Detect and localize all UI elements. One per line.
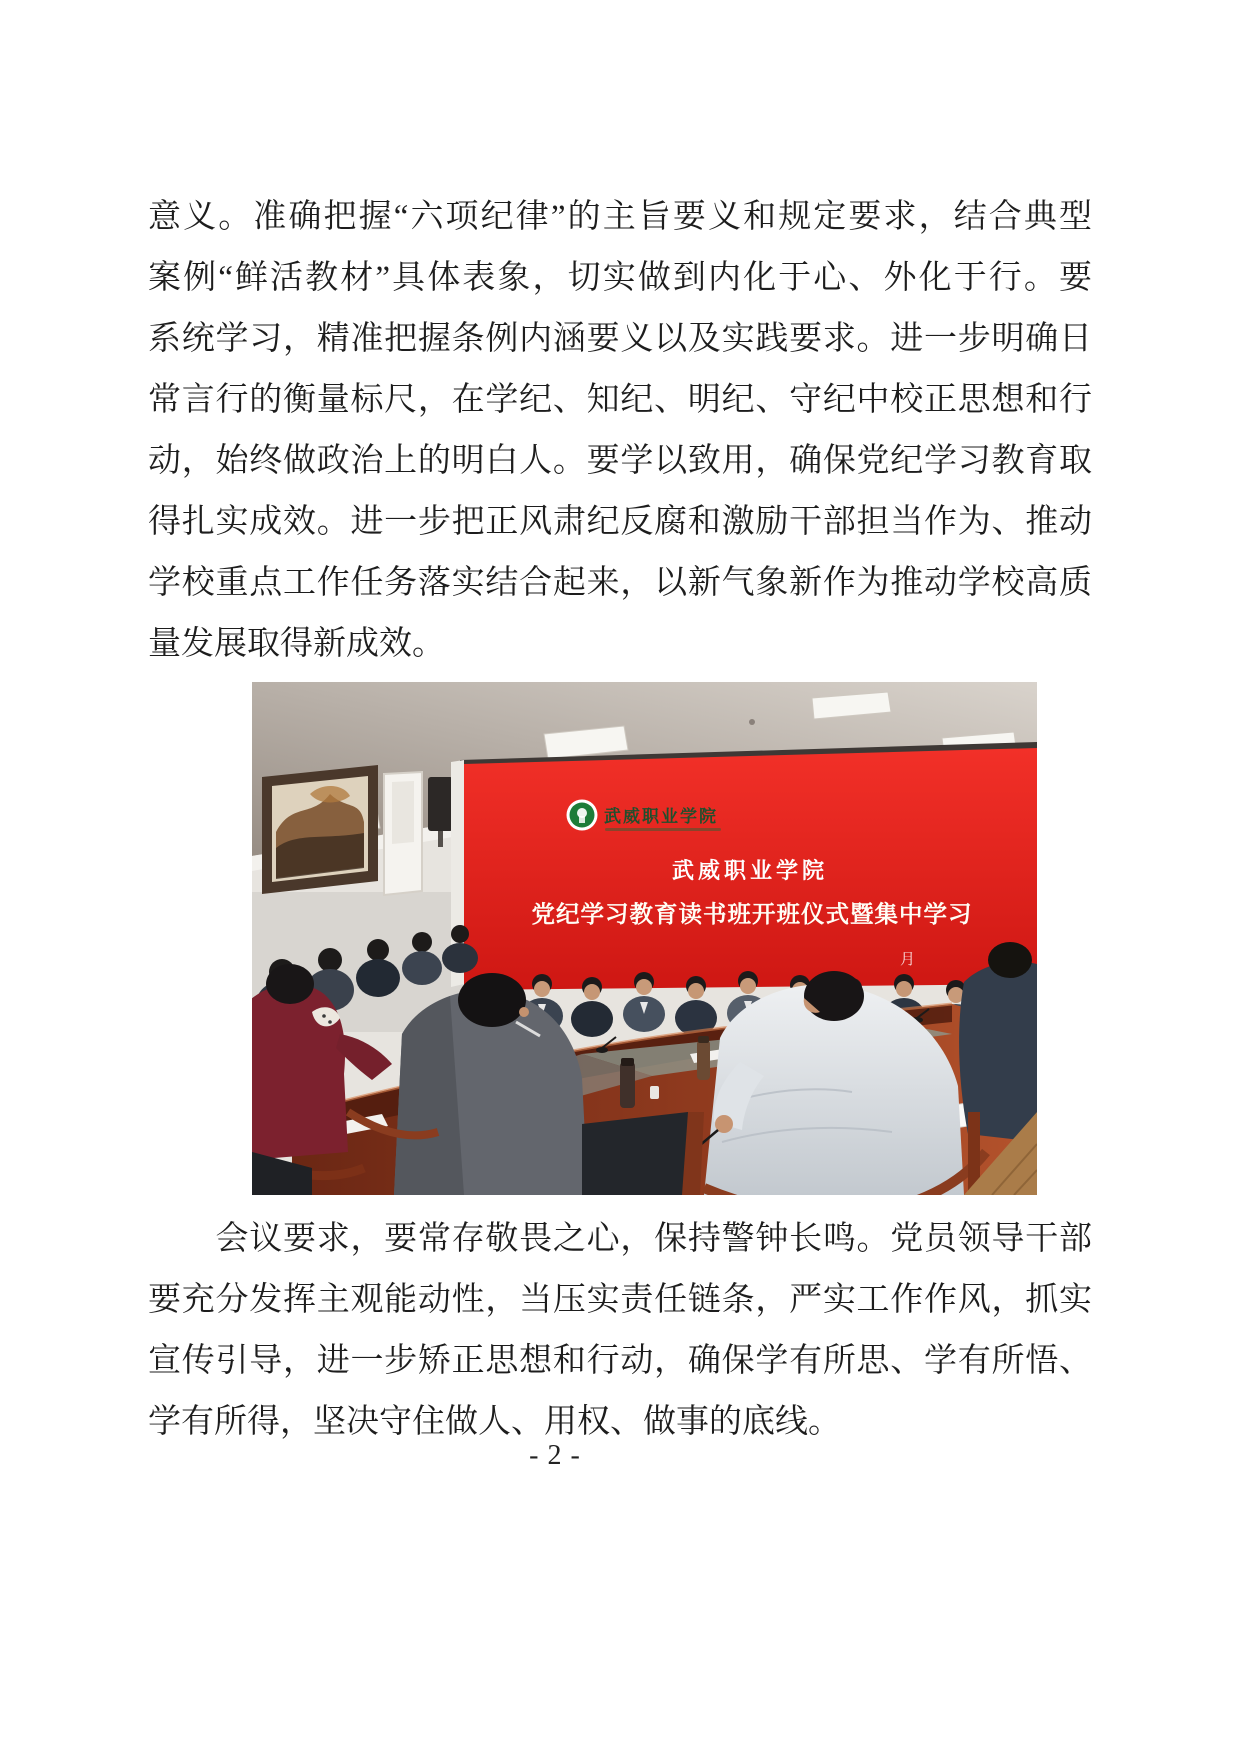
logo-subtext-blur (605, 828, 721, 831)
text-line: 要充分发挥主观能动性，当压实责任链条，严实工作作风，抓实 (148, 1282, 1092, 1318)
text-line: 常言行的衡量标尺，在学纪、知纪、明纪、守纪中校正思想和行 (148, 382, 1092, 418)
led-screen (451, 742, 1037, 990)
college-logo-icon (567, 800, 598, 831)
text-line: 学校重点工作任务落实结合起来，以新气象新作为推动学校高质 (148, 565, 1092, 601)
screen-subtitle: 党纪学习教育读书班开班仪式暨集中学习 (531, 902, 973, 928)
door (384, 772, 422, 895)
paragraph-1 (148, 187, 1092, 675)
screen-date-fragment: 月 (900, 952, 916, 968)
text-line: 系统学习，精准把握条例内涵要义以及实践要求。进一步明确日 (148, 321, 1092, 357)
text-line: 学有所得，坚决守住做人、用权、做事的底线。 (148, 1404, 841, 1440)
text-line: 意义。准确把握“六项纪律”的主旨要义和规定要求，结合典型 (148, 199, 1092, 235)
page-number: - 2 - (529, 1440, 581, 1471)
paragraph-2 (148, 1209, 1092, 1453)
text-line: 动，始终做政治上的明白人。要学以致用，确保党纪学习教育取 (148, 443, 1092, 479)
logo-calligraphy-text: 武威职业学院 (604, 807, 718, 826)
text-line: 案例“鲜活教材”具体表象，切实做到内化于心、外化于行。要 (148, 260, 1092, 296)
text-line: 得扎实成效。进一步把正风肃纪反腐和激励干部担当作为、推动 (148, 504, 1092, 540)
text-line: 量发展取得新成效。 (148, 626, 445, 662)
meeting-photo-illustration (252, 682, 1037, 1195)
text-line: 会议要求，要常存敬畏之心，保持警钟长鸣。党员领导干部 (148, 1221, 1092, 1257)
screen-title: 武威职业学院 (671, 858, 829, 883)
meeting-photo (252, 682, 1037, 1195)
landscape-painting (262, 765, 378, 894)
text-line: 宣传引导，进一步矫正思想和行动，确保学有所思、学有所悟、 (148, 1343, 1092, 1379)
